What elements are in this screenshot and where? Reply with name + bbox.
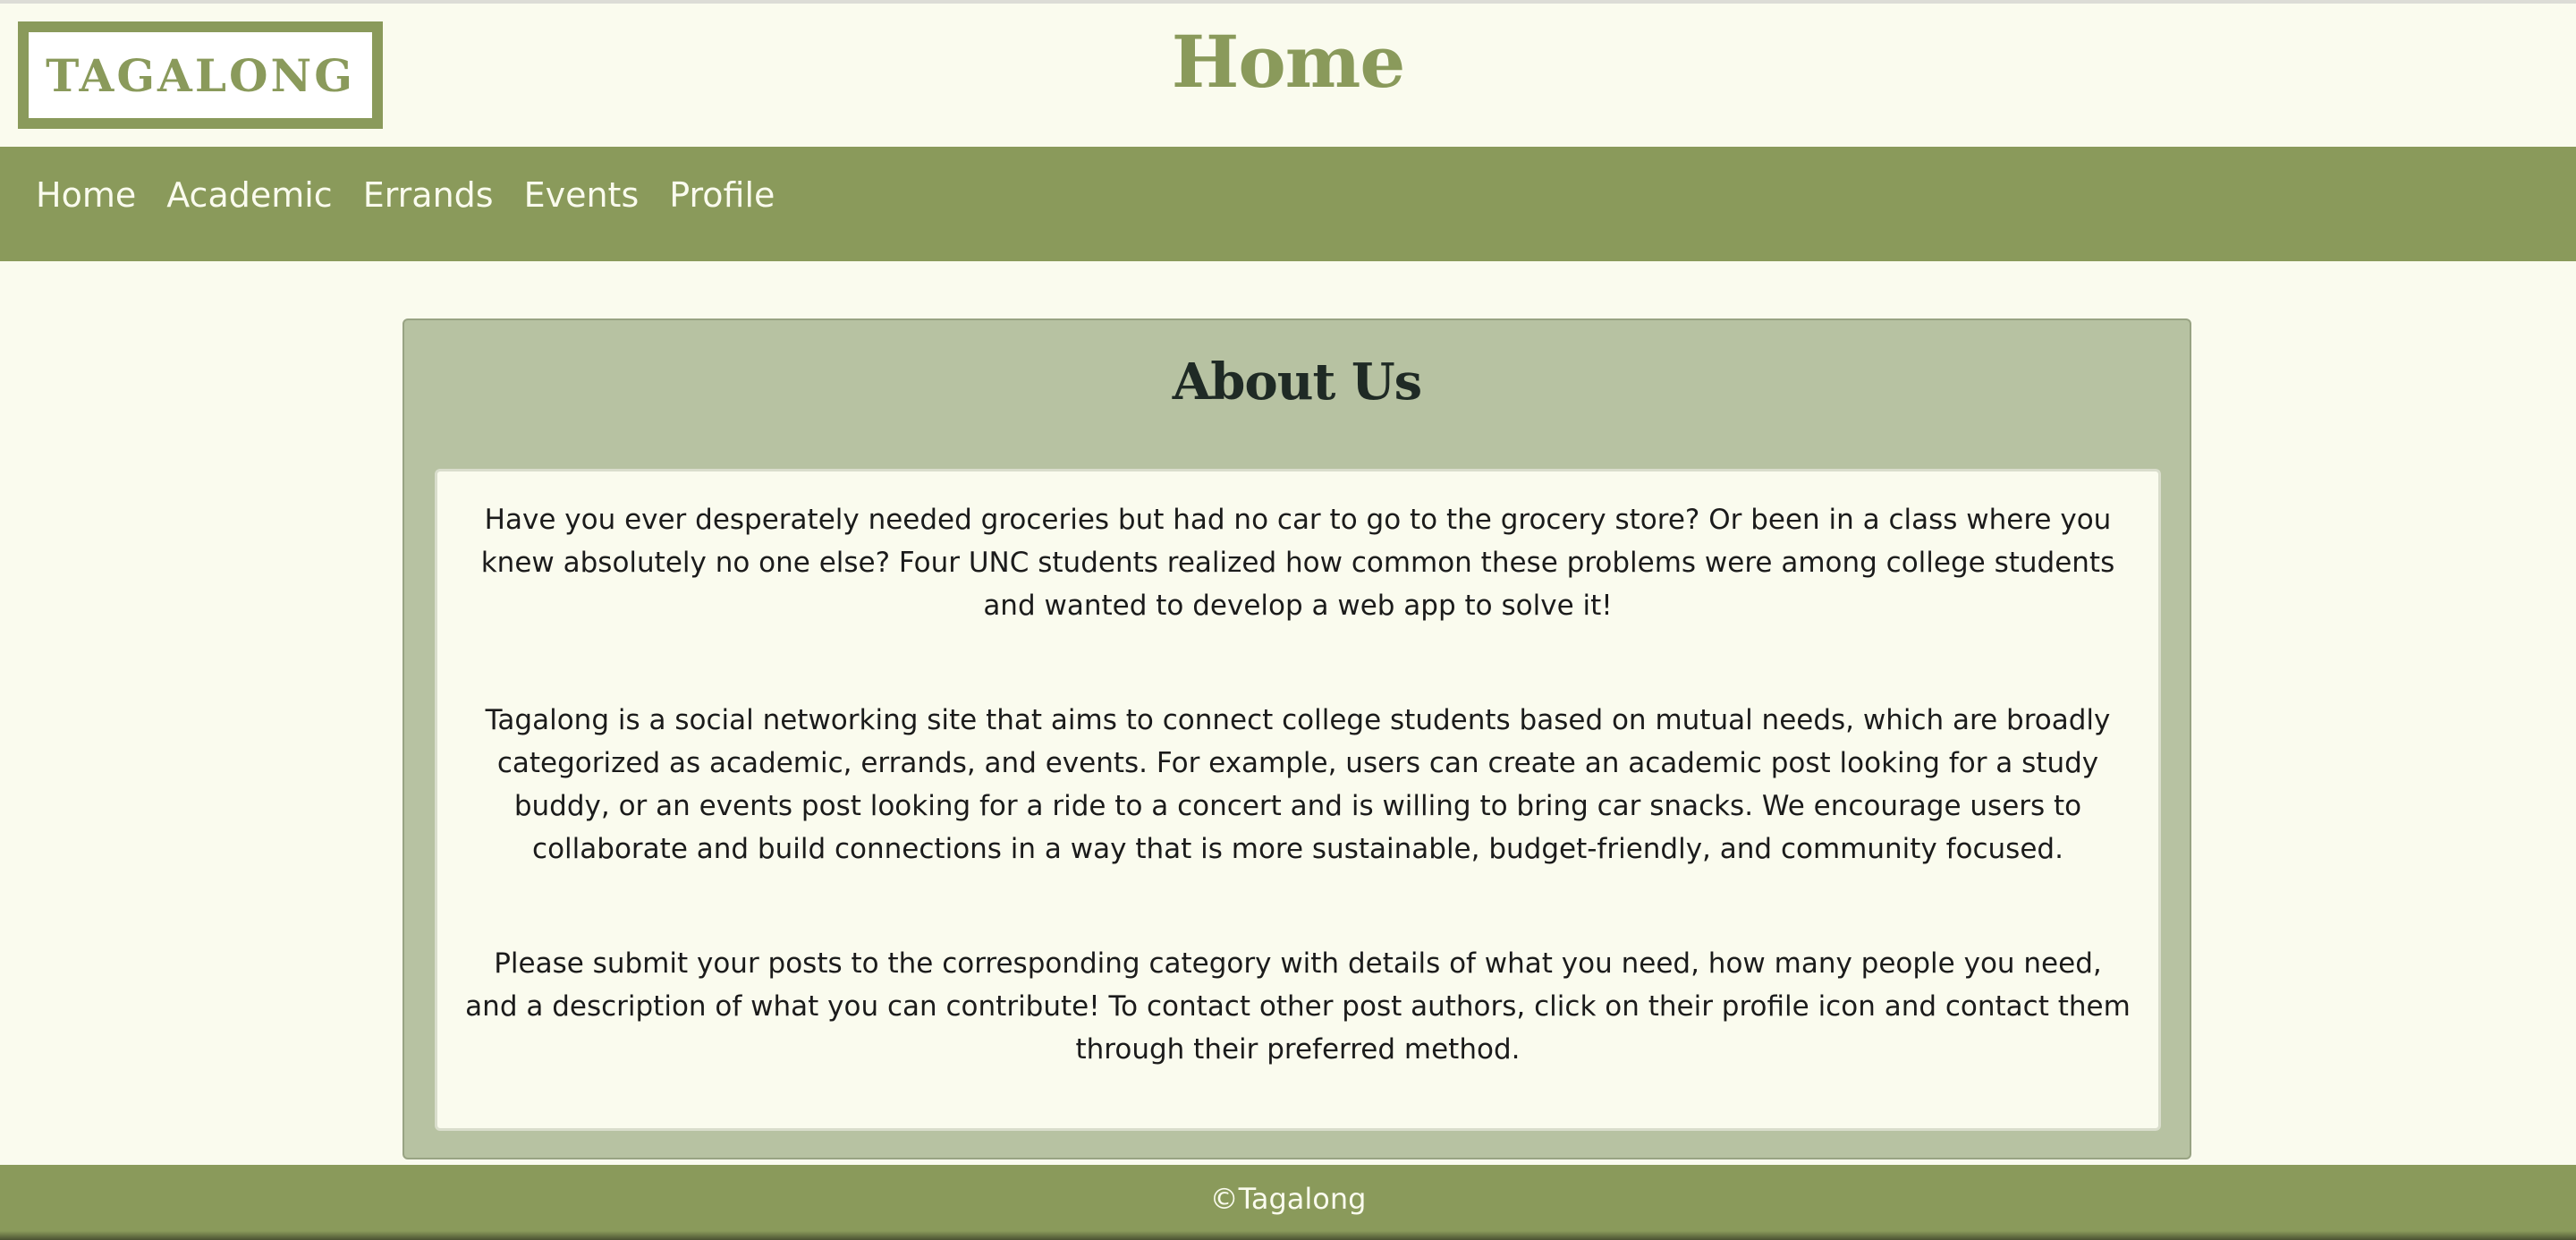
nav-item-errands[interactable]: Errands: [362, 175, 494, 215]
about-us-title: About Us: [1172, 352, 1422, 412]
nav-bar: [0, 147, 2576, 261]
about-paragraph-instructions: Please submit your posts to the corresponding category with details of what you need, how many people you need, and a description of what you can contribute! To contact other post authors, click on their profile icon and contact them through their preferred method.: [465, 947, 2131, 1066]
footer-copyright: ©Tagalong: [1209, 1182, 1367, 1216]
about-paragraph-mission: Tagalong is a social networking site that aims to connect college students based on mutual needs, which are broadly categorized as academic, errands, and events. For example, users can create an academic post looking for a study buddy, or an events post looking for a ride to a concert and is willing to bring car snacks. We encourage users to collaborate and build connections in a way that is more sustainable, budget-friendly, and community focused.: [485, 704, 2111, 865]
nav-item-academic[interactable]: Academic: [166, 175, 333, 215]
nav-item-events[interactable]: Events: [523, 175, 640, 215]
footer: [0, 1165, 2576, 1240]
page-title: Home: [1171, 20, 1405, 104]
about-us-card: [402, 318, 2191, 1159]
header: [0, 4, 2576, 147]
logo-text: TAGALONG: [46, 48, 355, 102]
about-paragraph-intro: Have you ever desperately needed groceries but had no car to go to the grocery store? Or been in a class where you knew absolutely no one else? Four UNC students realized how common these problems were among college students and wanted to develop a web app to solve it!: [480, 504, 2115, 622]
nav-item-home[interactable]: Home: [36, 175, 137, 215]
nav-item-profile[interactable]: Profile: [669, 175, 775, 215]
about-us-body: [435, 469, 2161, 1131]
